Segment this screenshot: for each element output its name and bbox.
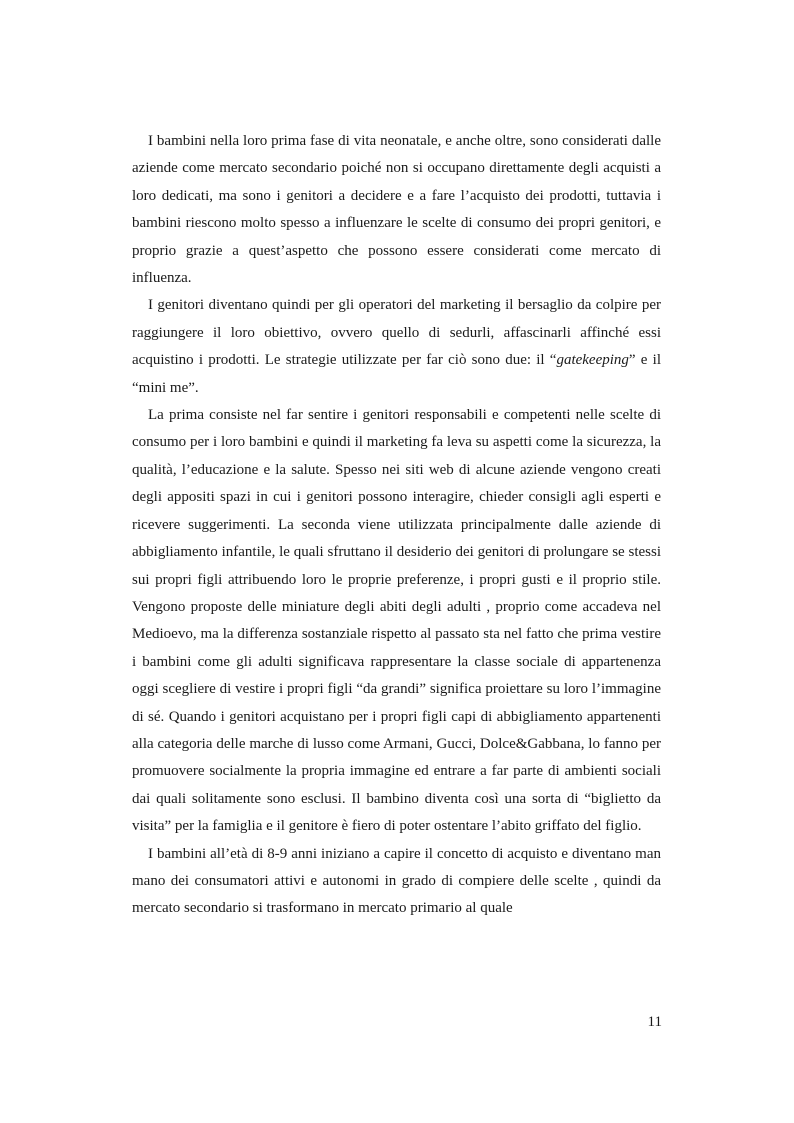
paragraph-2-text-end: ” e il “mini me”. [132,352,661,396]
page-number: 11 [647,1014,662,1030]
paragraph-1: I bambini nella loro prima fase di vita neonatale, e anche oltre, sono considerati dalle aziende come mercato secondario poiché non si occupano direttamente degli acquisti a loro dedicati, ma sono i genitori a decidere e a fare l’acquisto dei prodotti, tuttavia i bambini riescono molto spesso a influenzare le scelte di consumo dei propri genitori, e proprio grazie a quest’aspetto che possono essere considerati come mercato di influenza. [132,133,661,287]
paragraph-2 [132,292,661,402]
paragraph-4: I bambini all’età di 8-9 anni iniziano a capire il concetto di acquisto e diventano man mano dei consumatori attivi e autonomi in grado di compiere delle scelte , quindi da mercato secondario si trasformano in mercato primario al quale [132,845,661,917]
paragraph-2-text: I genitori diventano quindi per gli operatori del marketing il bersaglio da colpire per raggiungere il loro obiettivo, ovvero quello di sedurli, affascinarli affinché essi acquistino i prodotti. Le strategie utilizzate per far ciò sono due: il “ [132,297,661,369]
paragraph-3: La prima consiste nel far sentire i genitori responsabili e competenti nelle scelte di consumo per i loro bambini e quindi il marketing fa leva su aspetti come la sicurezza, la qualità, l’educazione e la salute. Spesso nei siti web di alcune aziende vengono creati degli appositi spazi in cui i genitori possono interagire, chieder consigli agli esperti e ricevere suggerimenti. La seconda viene utilizzata principalmente dalle aziende di abbigliamento infantile, le quali sfruttano il desiderio dei genitori di prolungare se stessi sui propri figli attribuendo loro le proprie preferenze, i propri gusti e il proprio stile. Vengono proposte delle miniature degli abiti degli adulti , proprio come accadeva nel Medioevo, ma la differenza sostanziale rispetto al passato sta nel fatto che prima vestire i bambini come gli adulti significava rappresentare la classe sociale di appartenenza oggi scegliere di vestire i propri figli “da grandi” significa proiettare su loro l’immagine di sé. Quando i genitori acquistano per i propri figli capi di abbigliamento appartenenti alla categoria delle marche di lusso come Armani, Gucci, Dolce&Gabbana, lo fanno per promuovere socialmente la propria immagine ed entrare a far parte di ambienti sociali dai quali solitamente sono esclusi. Il bambino diventa così una sorta di “biglietto da visita” per la famiglia e il genitore è fiero di poter ostentare l’abito griffato del figlio. [132,407,661,835]
paragraph-2-italic-term: gatekeeping [556,352,629,369]
document-body [132,128,661,923]
